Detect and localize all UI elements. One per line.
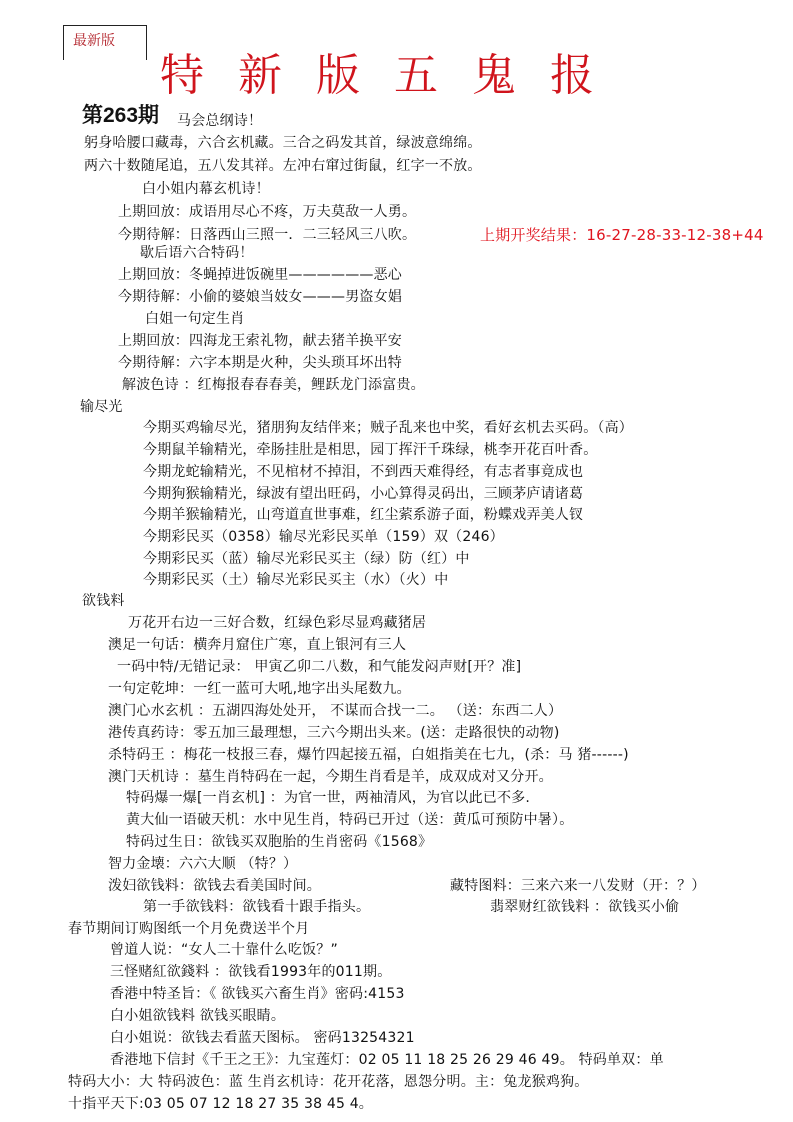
list-item: 曾道人说：“女人二十靠什么吃饭？” [110,942,338,958]
list-item: 特码爆一爆[一肖玄机] ：为官一世，两袖清风，为官以此已不多. [126,790,531,806]
title-char: 报 [550,50,594,101]
list-item: 香港地下信封《千王之王》：九宝莲灯：02 05 11 18 25 26 29 46 49。 特码单双：单 [110,1052,664,1068]
prev-answer: 上期回放：成语用尽心不疼，万夫莫敌一人勇。 [118,204,417,220]
list-item: 今期龙蛇输精光，不见棺材不掉泪，不到西天难得经，有志者事竟成也 [143,464,584,480]
section-heading: 白小姐内幕玄机诗！ [142,181,270,197]
section-heading: 输尽光 [80,399,123,415]
list-item: 一码中特/无错记录： 甲寅乙卯二八数，和气能发闷声财[开？准] [117,659,522,675]
issue-subtitle: 马会总纲诗！ [177,113,263,129]
list-item: 杀特码王 ：梅花一枝报三春，爆竹四起接五福，白姐指美在七九，(杀：马 猪------) [108,747,629,763]
list-item: 三怪赌紅欲錢料 ：欲钱看1993年的011期。 [110,964,392,980]
list-item: 今期彩民买（0358）输尽光彩民买单（159）双（246） [143,529,504,545]
prev-answer: 上期回放：冬蝇掉进饭碗里——————恶心 [118,267,402,283]
list-item: 特码过生日：欲钱买双胞胎的生肖密码《1568》 [126,834,433,850]
title-char: 五 [394,50,438,101]
current-riddle: 今期待解：日落西山三照一．二三轻风三八吹。 [118,227,417,243]
wave-poem: 解波色诗 ：红梅报春春春美，鲤跃龙门添富贵。 [122,377,425,393]
list-item: 香港中特圣旨：《 欲钱买六畜生肖》密码:4153 [110,986,405,1002]
list-item: 今期羊猴输精光，山弯道直世事难，红尘萦系游子面，粉蝶戏弄美人钗 [143,507,584,523]
list-item: 今期彩民买（蓝）输尽光彩民买主（绿）防（红）中 [143,551,470,567]
title-char: 新 [238,50,282,101]
title-char: 鬼 [472,50,516,101]
list-item: 港传真药诗：零五加三最理想，三六今期出头来。(送：走路很快的动物) [108,725,560,741]
last-draw-result: 上期开奖结果：16-27-28-33-12-38+44 [480,226,764,244]
section-heading: 欲钱料 [82,593,125,609]
list-item: 智力金壊：六六大顺 （特？） [108,856,298,872]
page-title [160,48,628,104]
poem-line: 两六十数随尾追，五八发其祥。左冲右窜过街鼠，红字一不放。 [84,158,482,174]
badge-label: 最新版 [73,33,115,49]
section-heading: 歇后语六合特码！ [140,245,254,261]
current-riddle: 今期待解：小偷的婆娘当妓女———男盗女娼 [118,289,402,305]
list-item: 今期鼠羊输精光，牵肠挂肚是相思，园丁挥汗千珠绿，桃李开花百叶香。 [143,442,598,458]
list-item: 澳门心水玄机 ：五湖四海处处开， 不谋而合找一二。 （送：东西二人） [108,703,563,719]
list-item: 十指平天下:03 05 07 12 18 27 35 38 45 4。 [68,1096,374,1112]
list-item: 澳足一句话：横奔月窟住广寒，直上银河有三人 [108,637,407,653]
current-riddle: 今期待解：六字本期是火种，尖头琐耳坏出特 [118,355,402,371]
list-item: 第一手欲钱料：欲钱看十跟手指头。 [143,899,371,915]
section-heading: 白姐一句定生肖 [145,311,245,327]
list-item: 万花开右边一三好合数，红绿色彩尽显鸡藏猪居 [128,615,427,631]
list-item: 澳门天机诗 ：墓生肖特码在一起，今期生肖看是羊，成双成对又分开。 [108,769,553,785]
promo-text: 春节期间订购图纸一个月免费送半个月 [68,921,310,937]
list-item-right: 翡翠财红欲钱料 ：欲钱买小偷 [490,899,680,915]
list-item: 特码大小：大 特码波色：蓝 生肖玄机诗：花开花落，恩怨分明。主：兔龙猴鸡狗。 [68,1074,589,1090]
list-item: 今期彩民买（土）输尽光彩民买主（水）（火）中 [143,572,449,588]
list-item: 泼妇欲钱料：欲钱去看美国时间。 [108,878,321,894]
list-item: 黄大仙一语破天机：水中见生肖，特码已开过（送：黄瓜可预防中暑）。 [126,812,574,828]
prev-answer: 上期回放：四海龙王索礼物，献去猪羊换平安 [118,333,402,349]
issue-number: 第263期 [82,104,160,127]
list-item: 今期买鸡输尽光，猪朋狗友结伴来；贼子乱来也中奖，看好玄机去买码。（高） [143,420,633,436]
list-item-right: 藏特图料：三来六来一八发财（开：？） [450,878,706,894]
list-item: 白小姐说：欲钱去看蓝天图标。 密码13254321 [110,1030,415,1046]
latest-version-badge [63,25,147,60]
poem-line: 躬身哈腰口藏毒，六合玄机藏。三合之码发其首，绿波意绵绵。 [84,135,482,151]
list-item: 一句定乾坤：一红一蓝可大吼,地字出头尾数九。 [108,681,411,697]
list-item: 白小姐欲钱料 欲钱买眼睛。 [110,1008,286,1024]
list-item: 今期狗猴输精光，绿波有望出旺码，小心算得灵码出，三顾茅庐请诸葛 [143,486,584,502]
title-char: 特 [160,50,204,101]
title-char: 版 [316,50,360,101]
